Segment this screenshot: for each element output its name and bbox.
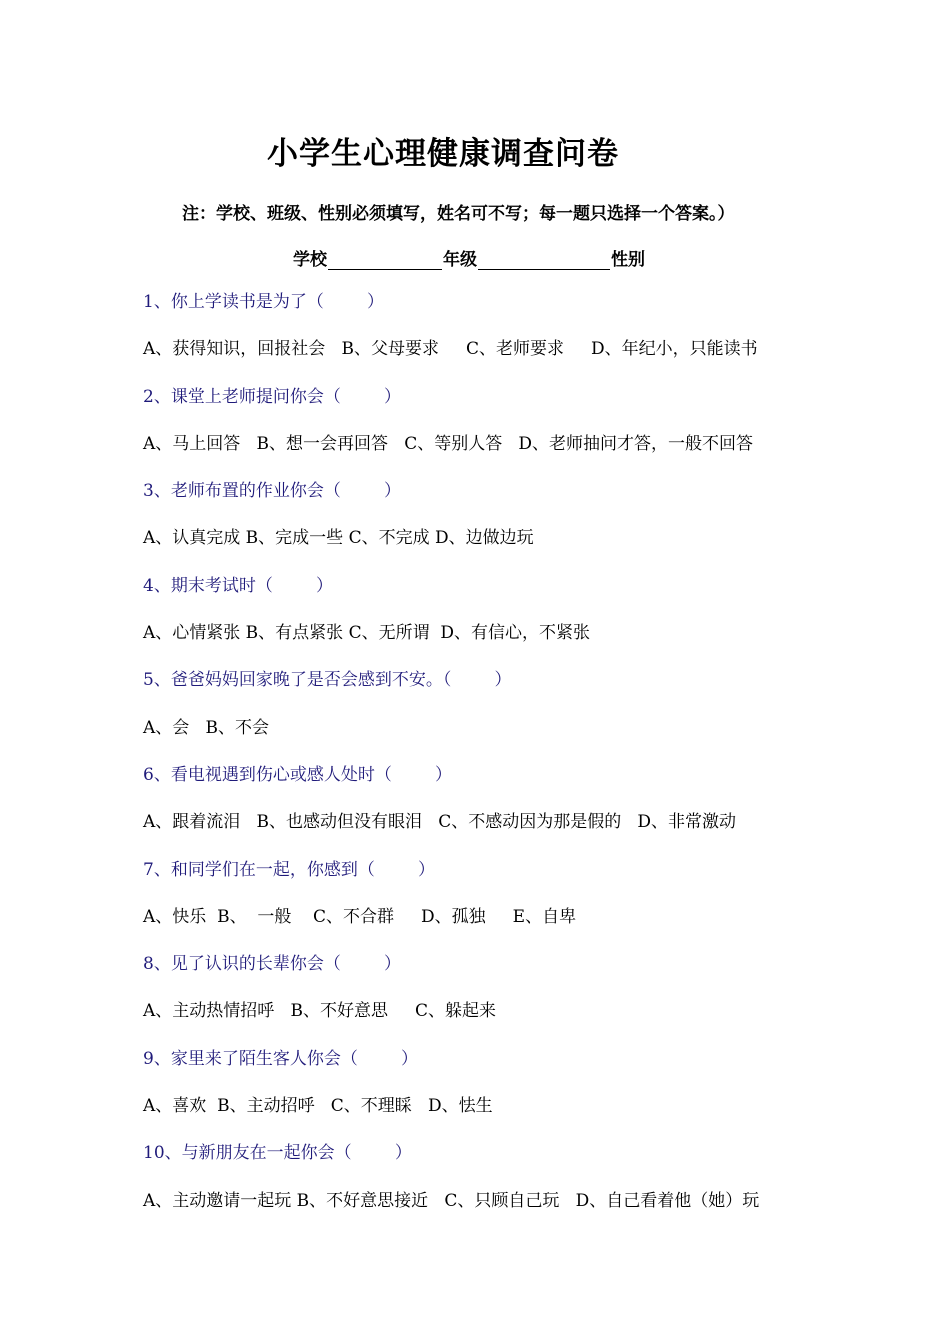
question-list	[143, 290, 843, 1236]
question-4: 4、期末考试时（ ）	[143, 575, 334, 596]
answers-3: A、认真完成 B、完成一些 C、不完成 D、边做边玩	[143, 528, 534, 549]
question-3: 3、老师布置的作业你会（ ）	[143, 481, 402, 502]
answers-7: A、快乐 B、 一般 C、不合群 D、孤独 E、自卑	[143, 906, 577, 927]
instruction-note: 注：学校、班级、性别必须填写，姓名可不写；每一题只选择一个答案。）	[182, 204, 735, 224]
grade-label: 年级	[443, 250, 477, 270]
question-1: 1、你上学读书是为了（ ）	[143, 292, 385, 312]
school-label: 学校	[293, 250, 327, 270]
gender-label: 性别	[611, 250, 645, 270]
answers-4: A、心情紧张 B、有点紧张 C、无所谓 D、有信心，不紧张	[143, 623, 591, 644]
answers-8: A、主动热情招呼 B、不好意思 C、躲起来	[143, 1001, 497, 1022]
answers-5: A、会 B、不会	[143, 717, 269, 738]
answers-9: A、喜欢 B、主动招呼 C、不理睬 D、怯生	[143, 1096, 493, 1117]
answers-10: A、主动邀请一起玩 B、不好意思接近 C、只顾自己玩 D、自己看着他（她）玩	[143, 1190, 760, 1211]
question-5: 5、爸爸妈妈回家晚了是否会感到不安。（ ）	[143, 670, 512, 691]
answers-1: A、获得知识，回报社会 B、父母要求 C、老师要求 D、年纪小，只能读书	[143, 339, 758, 360]
grade-blank[interactable]	[478, 249, 610, 270]
answers-2: A、马上回答 B、想一会再回答 C、等别人答 D、老师抽问才答，一般不回答	[143, 433, 754, 454]
question-2: 2、课堂上老师提问你会（ ）	[143, 386, 402, 407]
question-7: 7、和同学们在一起，你感到（ ）	[143, 859, 436, 880]
info-fields	[293, 245, 645, 270]
question-8: 8、见了认识的长辈你会（ ）	[143, 954, 402, 975]
question-9: 9、家里来了陌生客人你会（ ）	[143, 1048, 419, 1069]
school-blank[interactable]	[328, 249, 442, 270]
question-6: 6、看电视遇到伤心或感人处时（ ）	[143, 764, 453, 785]
page-title: 小学生心理健康调查问卷	[267, 136, 619, 172]
question-10: 10、与新朋友在一起你会（ ）	[143, 1143, 412, 1164]
answers-6: A、跟着流泪 B、也感动但没有眼泪 C、不感动因为那是假的 D、非常激动	[143, 812, 737, 833]
